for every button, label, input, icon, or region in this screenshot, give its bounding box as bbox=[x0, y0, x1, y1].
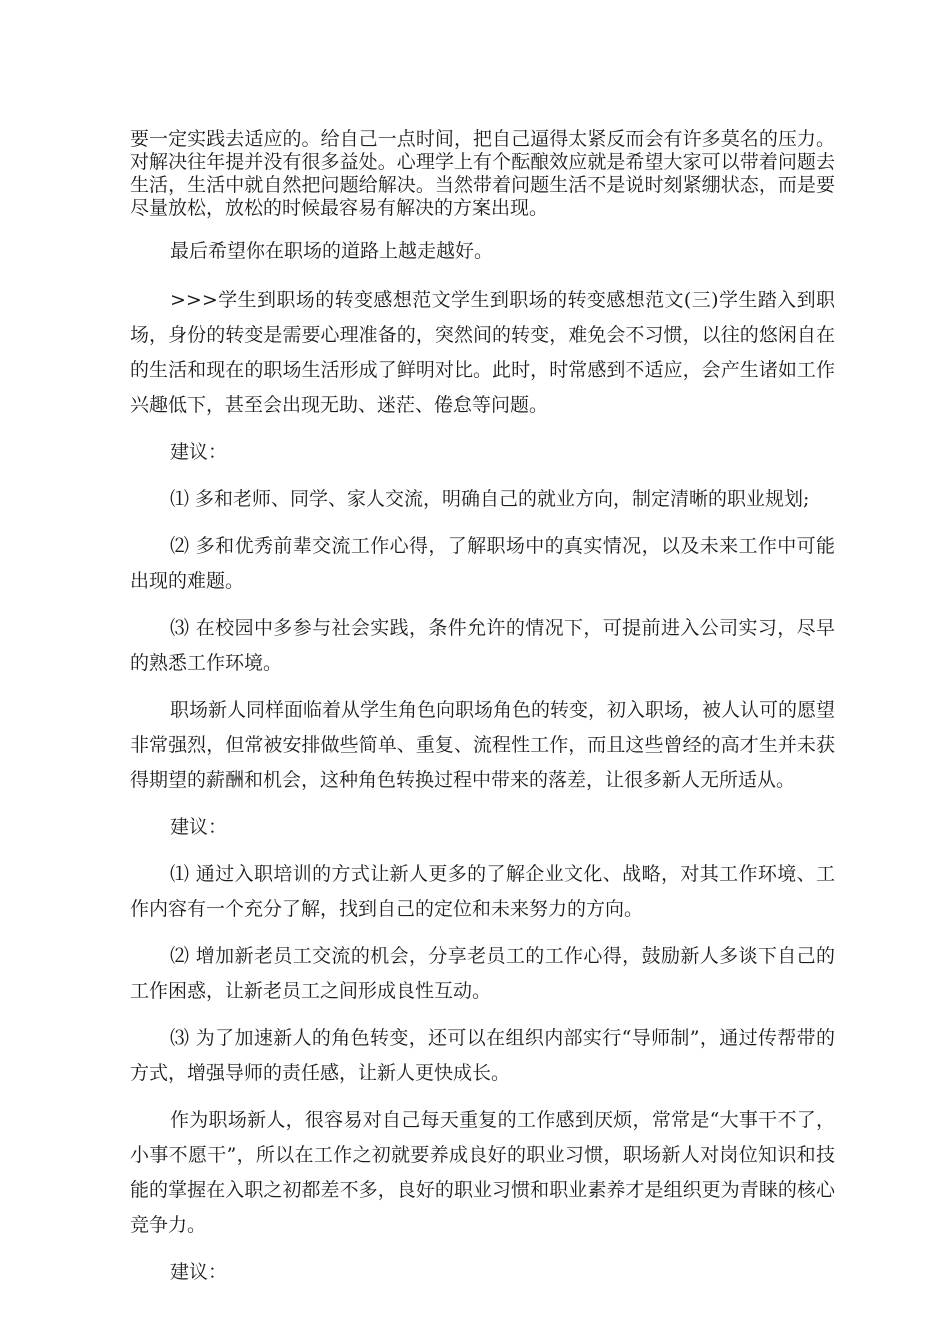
paragraph-continuation: 要一定实践去适应的。给自己一点时间，把自己逼得太紧反而会有许多莫名的压力。对解决往年提并没有很多益处。心理学上有个酝酿效应就是希望大家可以带着问题去生活，生活中就自然把问题给解决。当然带着问题生活不是说时刻紧绷状态，而是要尽量放松，放松的时候最容易有解决的方案出现。 bbox=[130, 128, 835, 219]
paragraph-closing-wish: 最后希望你在职场的道路上越走越好。 bbox=[170, 240, 494, 262]
list-item-suggestion: ⑵ 增加新老员工交流的机会，分享老员工的工作心得，鼓励新人多谈下自己的工作困惑，让新老员工之间形成良性互动。 bbox=[130, 945, 835, 1002]
heading-suggestions: 建议： bbox=[170, 441, 228, 463]
list-item-suggestion: ⑶ 在校园中多参与社会实践，条件允许的情况下，可提前进入公司实习，尽早的熟悉工作环境。 bbox=[130, 617, 835, 674]
list-item-suggestion: ⑴ 通过入职培训的方式让新人更多的了解企业文化、战略，对其工作环境、工作内容有一个充分了解，找到自己的定位和未来努力的方向。 bbox=[130, 863, 835, 920]
list-item-suggestion: ⑵ 多和优秀前辈交流工作心得，了解职场中的真实情况，以及未来工作中可能出现的难题。 bbox=[130, 535, 835, 592]
paragraph-work-habits: 作为职场新人，很容易对自己每天重复的工作感到厌烦，常常是“大事干不了，小事不愿干”，所以在工作之初就要养成良好的职业习惯，职场新人对岗位知识和技能的掌握在入职之初都差不多，良好的职业习惯和职业素养才是组织更为青睐的核心竞争力。 bbox=[130, 1109, 835, 1236]
list-item-suggestion: ⑴ 多和老师、同学、家人交流，明确自己的就业方向，制定清晰的职业规划; bbox=[170, 488, 810, 510]
list-item-suggestion: ⑶ 为了加速新人的角色转变，还可以在组织内部实行“导师制”，通过传帮带的方式，增强导师的责任感，让新人更快成长。 bbox=[130, 1027, 835, 1084]
paragraph-role-change: 职场新人同样面临着从学生角色向职场角色的转变，初入职场，被人认可的愿望非常强烈，但常被安排做些简单、重复、流程性工作，而且这些曾经的高才生并未获得期望的薪酬和机会，这种角色转换过程中带来的落差，让很多新人无所适从。 bbox=[130, 699, 836, 791]
document-body bbox=[130, 128, 835, 1302]
paragraph-intro-transition: >>>学生到职场的转变感想范文学生到职场的转变感想范文(三)学生踏入到职场，身份的转变是需要心理准备的，突然间的转变，难免会不习惯，以往的悠闲自在的生活和现在的职场生活形成了鲜明对比。此时，时常感到不适应，会产生诸如工作兴趣低下，甚至会出现无助、迷茫、倦怠等问题。 bbox=[130, 289, 835, 416]
heading-suggestions: 建议： bbox=[170, 816, 228, 838]
heading-suggestions: 建议： bbox=[170, 1261, 228, 1283]
